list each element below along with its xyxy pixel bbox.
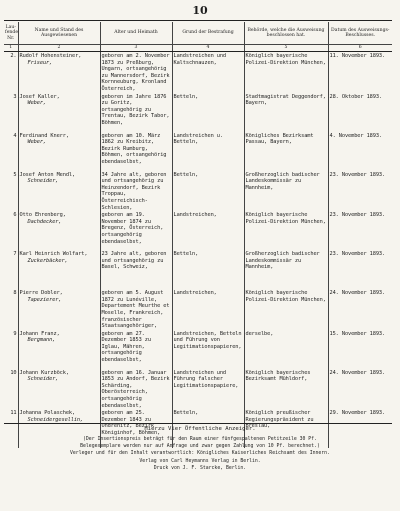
date-cell: 23. November 1893. xyxy=(328,250,392,289)
person-occupation: Tapezierer, xyxy=(27,296,62,303)
person-name: Johanna Polaschek, xyxy=(19,410,76,417)
reason-cell: Landstreichen, xyxy=(172,289,244,330)
table-row xyxy=(4,171,392,212)
age-home-cell: geboren am 19. November 1874 zu Bregenz, Österreich, ortsangehörig ebendaselbst, xyxy=(100,211,172,250)
person-cell xyxy=(18,52,100,93)
column-header: Alter und Heimath xyxy=(100,22,172,45)
person-occupation: Zuckerbäcker, xyxy=(27,257,68,264)
authority-cell: Großherzoglich badischer Landeskommissär zu Mannheim, xyxy=(244,250,328,289)
column-header: Datum des Ausweisungs-Beschlusses. xyxy=(328,22,392,45)
person-occupation: Schneidergesellin, xyxy=(27,416,84,423)
date-cell: 15. November 1893. xyxy=(328,330,392,369)
age-home-cell: 34 Jahre alt, geboren und ortsangehörig zu Heinzendorf, Bezirk Troppau, Österreichisch-Schlesien, xyxy=(100,171,172,212)
row-number: 5 xyxy=(13,171,17,178)
person-name: Johann Franz, xyxy=(19,330,60,337)
row-number: 7 xyxy=(13,251,17,258)
authority-cell: Stadtmagistrat Deggendorf, Bayern, xyxy=(244,93,328,132)
person-occupation: Bergmann, xyxy=(27,337,56,344)
column-header: Behörde, welche die Ausweisung beschlossen hat. xyxy=(244,22,328,45)
table-row xyxy=(4,369,392,410)
person-name: Pierre Dobler, xyxy=(19,290,63,297)
row-number: 9 xyxy=(13,330,17,337)
authority-cell: Königliches Bezirksamt Passau, Bayern, xyxy=(244,132,328,171)
row-number: 3 xyxy=(13,93,17,100)
column-header-row xyxy=(4,22,392,45)
date-cell: 24. November 1893. xyxy=(328,289,392,330)
age-home-cell: geboren am 10. März 1862 zu Kreibitz, Bezirk Rumburg, Böhmen, ortsangehörig ebendaselbst, xyxy=(100,132,172,171)
column-header: Lau-fende Nr. xyxy=(4,22,18,45)
authority-cell: Königlich bayerische Polizei-Direktion München, xyxy=(244,289,328,330)
table-row xyxy=(4,250,392,289)
age-home-cell: geboren am 5. August 1872 zu Lunéville, Departement Meurthe et Moselle, Frankreich, französischer Staatsangehöriger, xyxy=(100,289,172,330)
table-row xyxy=(4,289,392,330)
footer-title: Hierzu Vier Öffentliche Anzeiger. xyxy=(144,426,256,432)
authority-cell: Königlich bayerische Polizei-Direktion München, xyxy=(244,211,328,250)
column-number: 3 xyxy=(100,45,172,52)
person-cell xyxy=(18,93,100,132)
person-occupation: Friseur, xyxy=(27,59,53,66)
row-number: 4 xyxy=(13,132,17,139)
row-number: 8 xyxy=(13,290,17,297)
date-cell: 24. November 1893. xyxy=(328,369,392,410)
authority-cell: Königlich preußischer Regierungspräsident zu Breslau, xyxy=(244,409,328,448)
row-number: 11 xyxy=(10,410,17,417)
reason-cell: Betteln, xyxy=(172,250,244,289)
imprint-line: Druck von J. F. Starcke, Berlin. xyxy=(153,465,247,471)
person-name: Karl Heinrich Wolfart, xyxy=(19,251,88,258)
imprint-line: Belegexemplare werden nur auf Anfrage und zwar gegen Zahlung von 10 Pf. berechnet.) xyxy=(80,444,320,450)
reason-cell: Betteln, xyxy=(172,93,244,132)
column-number-row xyxy=(4,45,392,52)
row-number: 2. xyxy=(10,53,17,59)
column-number: 2 xyxy=(18,45,100,52)
age-home-cell: geboren am 25. Dezember 1843 zu Ondrenitz, Bezirk Königinhof, Böhmen, xyxy=(100,409,172,448)
header-rule xyxy=(4,20,392,21)
person-cell xyxy=(18,289,100,330)
age-home-cell: 23 Jahre alt, geboren und ortsangehörig zu Basel, Schweiz, xyxy=(100,250,172,289)
table-row xyxy=(4,211,392,250)
authority-cell: Königlich bayerisches Bezirksamt Mühldorf, xyxy=(244,369,328,410)
person-name: Otto Ehrenberg, xyxy=(19,212,66,219)
reason-cell: Landstreichen, xyxy=(172,211,244,250)
person-name: Ferdinand Knerr, xyxy=(19,132,69,139)
person-name: Johann Kurzböck, xyxy=(19,369,69,376)
person-name: Josef Kaller, xyxy=(19,93,60,100)
imprint-line: Verleger und für den Inhalt verantwortlich: Königliches Kaiserliches Reichsamt des Innern. xyxy=(70,451,330,457)
person-cell xyxy=(18,211,100,250)
imprint-line: Verlag von Carl Heymanns Verlag in Berlin. xyxy=(139,458,261,464)
imprint-line: (Der Insertionspreis beträgt für den Raum einer fünfgespaltenen Petitzeile 30 Pf. xyxy=(83,437,317,442)
person-cell xyxy=(18,250,100,289)
reason-cell: Landstreichen u. Betteln, xyxy=(172,132,244,171)
table-row xyxy=(4,93,392,132)
column-header: Grund der Bestrafung xyxy=(172,22,244,45)
table-row xyxy=(4,132,392,171)
age-home-cell: geboren am 2. November 1873 zu Preßburg, Ungarn, ortsangehörig zu Mannersdorf, Bezirk Kornneuburg, Kronland Österreich, xyxy=(100,52,172,93)
authority-cell: Großherzoglich badischer Landeskommissär zu Mannheim, xyxy=(244,171,328,212)
column-number: 1 xyxy=(4,45,18,52)
person-name: Rudolf Hohensteiner, xyxy=(19,53,82,59)
person-occupation: Schneider, xyxy=(27,178,59,185)
date-cell: 4. November 1893. xyxy=(328,132,392,171)
person-name: Josef Anton Mendl, xyxy=(19,171,76,178)
age-home-cell: geboren am 27. Dezember 1853 zu Iglau, Mähren, ortsangehörig ebendaselbst, xyxy=(100,330,172,369)
person-cell xyxy=(18,132,100,171)
date-cell: 28. Oktober 1893. xyxy=(328,93,392,132)
authority-cell: derselbe, xyxy=(244,330,328,369)
person-occupation: Weber, xyxy=(27,139,47,146)
reason-cell: Landstreichen und Führung falscher Legitimationspapiere, xyxy=(172,369,244,410)
row-number: 6 xyxy=(13,212,17,219)
person-occupation: Dachdecker, xyxy=(27,218,62,225)
date-cell: 11. November 1893. xyxy=(328,52,392,93)
row-number: 10 xyxy=(10,369,17,376)
column-header: Name und Stand des Ausgewiesenen xyxy=(18,22,100,45)
date-cell: 23. November 1893. xyxy=(328,211,392,250)
footer-rule xyxy=(4,423,392,424)
date-cell: 23. November 1893. xyxy=(328,171,392,212)
expulsion-register-table xyxy=(4,22,392,448)
reason-cell: Landstreichen und Kaltschnauzen, xyxy=(172,52,244,93)
imprint xyxy=(10,436,390,472)
age-home-cell: geboren im Jahre 1876 zu Goritz, ortsangehörig zu Trentau, Bezirk Tabor, Böhmen, xyxy=(100,93,172,132)
authority-cell: Königlich bayerische Polizei-Direktion München, xyxy=(244,52,328,93)
column-number: 5 xyxy=(244,45,328,52)
date-cell: 29. November 1893. xyxy=(328,409,392,448)
table-row xyxy=(4,330,392,369)
page-number: 10 xyxy=(192,4,208,17)
reason-cell: Betteln, xyxy=(172,409,244,448)
person-cell xyxy=(18,369,100,410)
column-number: 4 xyxy=(172,45,244,52)
table-row xyxy=(4,52,392,93)
column-number: 6 xyxy=(328,45,392,52)
reason-cell: Landstreichen, Betteln und Führung von Legitimationspapieren, xyxy=(172,330,244,369)
person-cell xyxy=(18,171,100,212)
person-occupation: Weber, xyxy=(27,100,47,107)
person-cell xyxy=(18,330,100,369)
age-home-cell: geboren am 16. Januar 1853 zu Andorf, Bezirk Schärding, Oberösterreich, ortsangehörig ebendaselbst, xyxy=(100,369,172,410)
person-occupation: Schneider, xyxy=(27,376,59,383)
reason-cell: Betteln, xyxy=(172,171,244,212)
